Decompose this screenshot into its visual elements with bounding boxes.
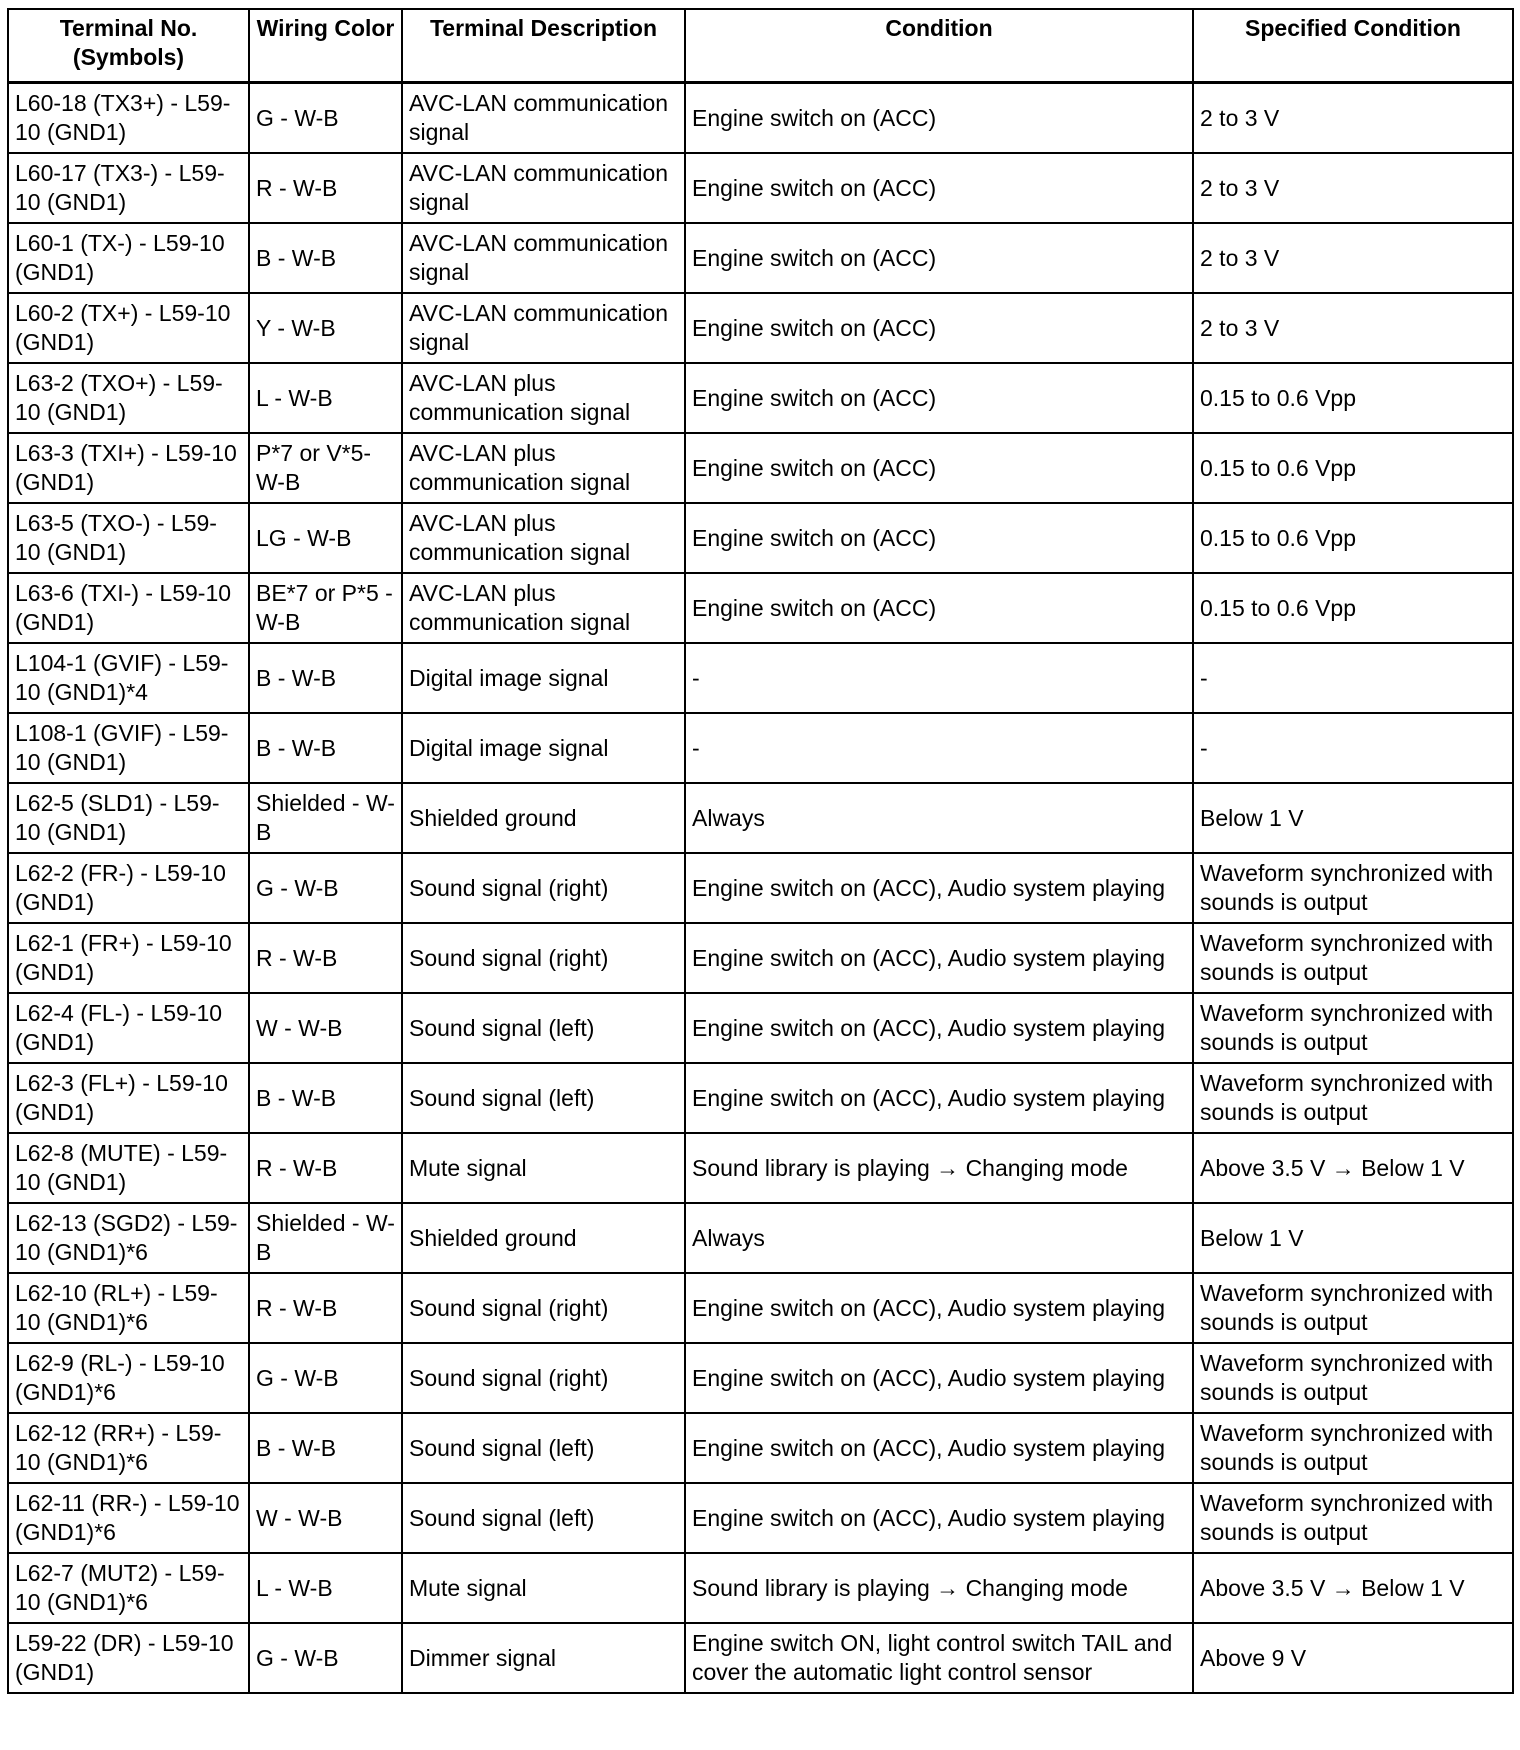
cell-specified-condition: 2 to 3 V [1193, 223, 1513, 293]
header-wiring-color: Wiring Color [249, 9, 402, 83]
table-row [8, 1553, 1513, 1623]
header-terminal-description: Terminal Description [402, 9, 685, 83]
cell-specified-condition: Waveform synchronized with sounds is output [1193, 853, 1513, 923]
table-row [8, 1413, 1513, 1483]
cell-terminal-description: Sound signal (right) [402, 1273, 685, 1343]
cell-terminal-no: L62-8 (MUTE) - L59-10 (GND1) [8, 1133, 249, 1203]
cell-wiring-color: G - W-B [249, 83, 402, 154]
table-row [8, 783, 1513, 853]
cell-terminal-no: L60-17 (TX3-) - L59-10 (GND1) [8, 153, 249, 223]
cell-condition: Engine switch on (ACC) [685, 363, 1193, 433]
cell-terminal-description: Sound signal (right) [402, 1343, 685, 1413]
cell-wiring-color: R - W-B [249, 153, 402, 223]
cell-terminal-no: L63-5 (TXO-) - L59-10 (GND1) [8, 503, 249, 573]
table-row [8, 713, 1513, 783]
cell-specified-condition: Above 3.5 V → Below 1 V [1193, 1133, 1513, 1203]
cell-terminal-no: L59-22 (DR) - L59-10 (GND1) [8, 1623, 249, 1693]
cell-terminal-no: L104-1 (GVIF) - L59-10 (GND1)*4 [8, 643, 249, 713]
cell-terminal-description: Digital image signal [402, 643, 685, 713]
cell-terminal-description: Dimmer signal [402, 1623, 685, 1693]
cell-specified-condition: Waveform synchronized with sounds is output [1193, 923, 1513, 993]
header-terminal-no: Terminal No. (Symbols) [8, 9, 249, 83]
cell-condition: Engine switch on (ACC) [685, 293, 1193, 363]
cell-terminal-description: Sound signal (left) [402, 1413, 685, 1483]
table-row [8, 503, 1513, 573]
cell-wiring-color: LG - W-B [249, 503, 402, 573]
cell-specified-condition: 2 to 3 V [1193, 293, 1513, 363]
cell-condition: Engine switch on (ACC), Audio system playing [685, 993, 1193, 1063]
cell-specified-condition: 2 to 3 V [1193, 153, 1513, 223]
table-row [8, 223, 1513, 293]
cell-condition: Sound library is playing → Changing mode [685, 1553, 1193, 1623]
table-row [8, 293, 1513, 363]
cell-specified-condition: Waveform synchronized with sounds is output [1193, 1063, 1513, 1133]
cell-specified-condition: Waveform synchronized with sounds is output [1193, 1273, 1513, 1343]
cell-specified-condition: Below 1 V [1193, 783, 1513, 853]
table-row [8, 363, 1513, 433]
cell-terminal-description: Sound signal (left) [402, 1063, 685, 1133]
cell-terminal-no: L62-10 (RL+) - L59-10 (GND1)*6 [8, 1273, 249, 1343]
cell-specified-condition: 0.15 to 0.6 Vpp [1193, 363, 1513, 433]
cell-terminal-no: L60-2 (TX+) - L59-10 (GND1) [8, 293, 249, 363]
cell-terminal-description: AVC-LAN plus communication signal [402, 503, 685, 573]
cell-wiring-color: G - W-B [249, 1343, 402, 1413]
table-row [8, 643, 1513, 713]
cell-terminal-description: Digital image signal [402, 713, 685, 783]
cell-terminal-description: AVC-LAN communication signal [402, 83, 685, 154]
cell-terminal-no: L62-12 (RR+) - L59-10 (GND1)*6 [8, 1413, 249, 1483]
header-row [8, 9, 1513, 83]
cell-wiring-color: G - W-B [249, 1623, 402, 1693]
cell-specified-condition: Waveform synchronized with sounds is output [1193, 1483, 1513, 1553]
cell-terminal-no: L62-13 (SGD2) - L59-10 (GND1)*6 [8, 1203, 249, 1273]
cell-specified-condition: 2 to 3 V [1193, 83, 1513, 154]
cell-specified-condition: Above 9 V [1193, 1623, 1513, 1693]
cell-terminal-no: L62-1 (FR+) - L59-10 (GND1) [8, 923, 249, 993]
cell-condition: Engine switch on (ACC) [685, 573, 1193, 643]
table-body [8, 83, 1513, 1694]
table-header [8, 9, 1513, 83]
table-row [8, 573, 1513, 643]
cell-terminal-description: Sound signal (right) [402, 853, 685, 923]
cell-specified-condition: Below 1 V [1193, 1203, 1513, 1273]
cell-terminal-description: AVC-LAN communication signal [402, 153, 685, 223]
cell-condition: Engine switch on (ACC), Audio system playing [685, 1063, 1193, 1133]
table-row [8, 1273, 1513, 1343]
cell-terminal-description: Mute signal [402, 1133, 685, 1203]
cell-condition: Engine switch on (ACC) [685, 433, 1193, 503]
cell-wiring-color: P*7 or V*5- W-B [249, 433, 402, 503]
cell-wiring-color: L - W-B [249, 1553, 402, 1623]
cell-condition: - [685, 713, 1193, 783]
cell-specified-condition: 0.15 to 0.6 Vpp [1193, 503, 1513, 573]
cell-terminal-no: L108-1 (GVIF) - L59-10 (GND1) [8, 713, 249, 783]
cell-specified-condition: - [1193, 713, 1513, 783]
cell-condition: Engine switch on (ACC), Audio system playing [685, 1343, 1193, 1413]
cell-specified-condition: 0.15 to 0.6 Vpp [1193, 573, 1513, 643]
cell-terminal-no: L62-5 (SLD1) - L59-10 (GND1) [8, 783, 249, 853]
cell-terminal-description: AVC-LAN communication signal [402, 223, 685, 293]
cell-specified-condition: 0.15 to 0.6 Vpp [1193, 433, 1513, 503]
cell-terminal-no: L63-3 (TXI+) - L59-10 (GND1) [8, 433, 249, 503]
cell-wiring-color: B - W-B [249, 1063, 402, 1133]
cell-specified-condition: - [1193, 643, 1513, 713]
cell-condition: Engine switch on (ACC), Audio system playing [685, 1273, 1193, 1343]
cell-condition: Engine switch on (ACC), Audio system playing [685, 853, 1193, 923]
cell-terminal-no: L62-3 (FL+) - L59-10 (GND1) [8, 1063, 249, 1133]
cell-terminal-description: AVC-LAN plus communication signal [402, 363, 685, 433]
cell-terminal-description: Shielded ground [402, 783, 685, 853]
cell-terminal-no: L62-11 (RR-) - L59-10 (GND1)*6 [8, 1483, 249, 1553]
cell-terminal-description: Sound signal (left) [402, 993, 685, 1063]
terminal-spec-table [7, 8, 1514, 1694]
cell-wiring-color: Y - W-B [249, 293, 402, 363]
cell-wiring-color: B - W-B [249, 713, 402, 783]
cell-terminal-description: AVC-LAN plus communication signal [402, 573, 685, 643]
cell-condition: Engine switch on (ACC) [685, 83, 1193, 154]
cell-condition: Engine switch ON, light control switch TAIL and cover the automatic light control sensor [685, 1623, 1193, 1693]
cell-wiring-color: R - W-B [249, 1133, 402, 1203]
cell-condition: Engine switch on (ACC) [685, 223, 1193, 293]
cell-terminal-no: L62-2 (FR-) - L59-10 (GND1) [8, 853, 249, 923]
cell-terminal-no: L60-1 (TX-) - L59-10 (GND1) [8, 223, 249, 293]
cell-specified-condition: Waveform synchronized with sounds is output [1193, 993, 1513, 1063]
cell-wiring-color: B - W-B [249, 1413, 402, 1483]
cell-terminal-no: L62-9 (RL-) - L59-10 (GND1)*6 [8, 1343, 249, 1413]
cell-condition: - [685, 643, 1193, 713]
table-row [8, 1063, 1513, 1133]
cell-condition: Engine switch on (ACC), Audio system playing [685, 923, 1193, 993]
table-row [8, 1203, 1513, 1273]
cell-condition: Engine switch on (ACC) [685, 153, 1193, 223]
table-row [8, 433, 1513, 503]
cell-wiring-color: BE*7 or P*5 - W-B [249, 573, 402, 643]
cell-terminal-description: AVC-LAN plus communication signal [402, 433, 685, 503]
cell-condition: Always [685, 783, 1193, 853]
cell-wiring-color: G - W-B [249, 853, 402, 923]
cell-terminal-no: L63-2 (TXO+) - L59-10 (GND1) [8, 363, 249, 433]
cell-terminal-no: L62-4 (FL-) - L59-10 (GND1) [8, 993, 249, 1063]
table-row [8, 1133, 1513, 1203]
cell-terminal-no: L60-18 (TX3+) - L59-10 (GND1) [8, 83, 249, 154]
cell-wiring-color: Shielded - W-B [249, 1203, 402, 1273]
table-row [8, 83, 1513, 154]
cell-wiring-color: W - W-B [249, 993, 402, 1063]
cell-terminal-no: L62-7 (MUT2) - L59-10 (GND1)*6 [8, 1553, 249, 1623]
cell-terminal-no: L63-6 (TXI-) - L59-10 (GND1) [8, 573, 249, 643]
cell-condition: Engine switch on (ACC), Audio system playing [685, 1413, 1193, 1483]
header-specified-condition: Specified Condition [1193, 9, 1513, 83]
table-row [8, 1623, 1513, 1693]
cell-specified-condition: Above 3.5 V → Below 1 V [1193, 1553, 1513, 1623]
cell-terminal-description: Sound signal (left) [402, 1483, 685, 1553]
table-row [8, 853, 1513, 923]
table-row [8, 1483, 1513, 1553]
cell-wiring-color: Shielded - W-B [249, 783, 402, 853]
cell-wiring-color: B - W-B [249, 223, 402, 293]
cell-specified-condition: Waveform synchronized with sounds is output [1193, 1413, 1513, 1483]
table-row [8, 1343, 1513, 1413]
cell-terminal-description: Mute signal [402, 1553, 685, 1623]
cell-terminal-description: AVC-LAN communication signal [402, 293, 685, 363]
cell-specified-condition: Waveform synchronized with sounds is output [1193, 1343, 1513, 1413]
table-row [8, 153, 1513, 223]
cell-wiring-color: B - W-B [249, 643, 402, 713]
cell-condition: Engine switch on (ACC), Audio system playing [685, 1483, 1193, 1553]
table-row [8, 923, 1513, 993]
cell-wiring-color: R - W-B [249, 1273, 402, 1343]
cell-condition: Engine switch on (ACC) [685, 503, 1193, 573]
table-row [8, 993, 1513, 1063]
cell-wiring-color: R - W-B [249, 923, 402, 993]
cell-terminal-description: Shielded ground [402, 1203, 685, 1273]
cell-wiring-color: L - W-B [249, 363, 402, 433]
cell-condition: Always [685, 1203, 1193, 1273]
cell-wiring-color: W - W-B [249, 1483, 402, 1553]
cell-terminal-description: Sound signal (right) [402, 923, 685, 993]
header-condition: Condition [685, 9, 1193, 83]
cell-condition: Sound library is playing → Changing mode [685, 1133, 1193, 1203]
